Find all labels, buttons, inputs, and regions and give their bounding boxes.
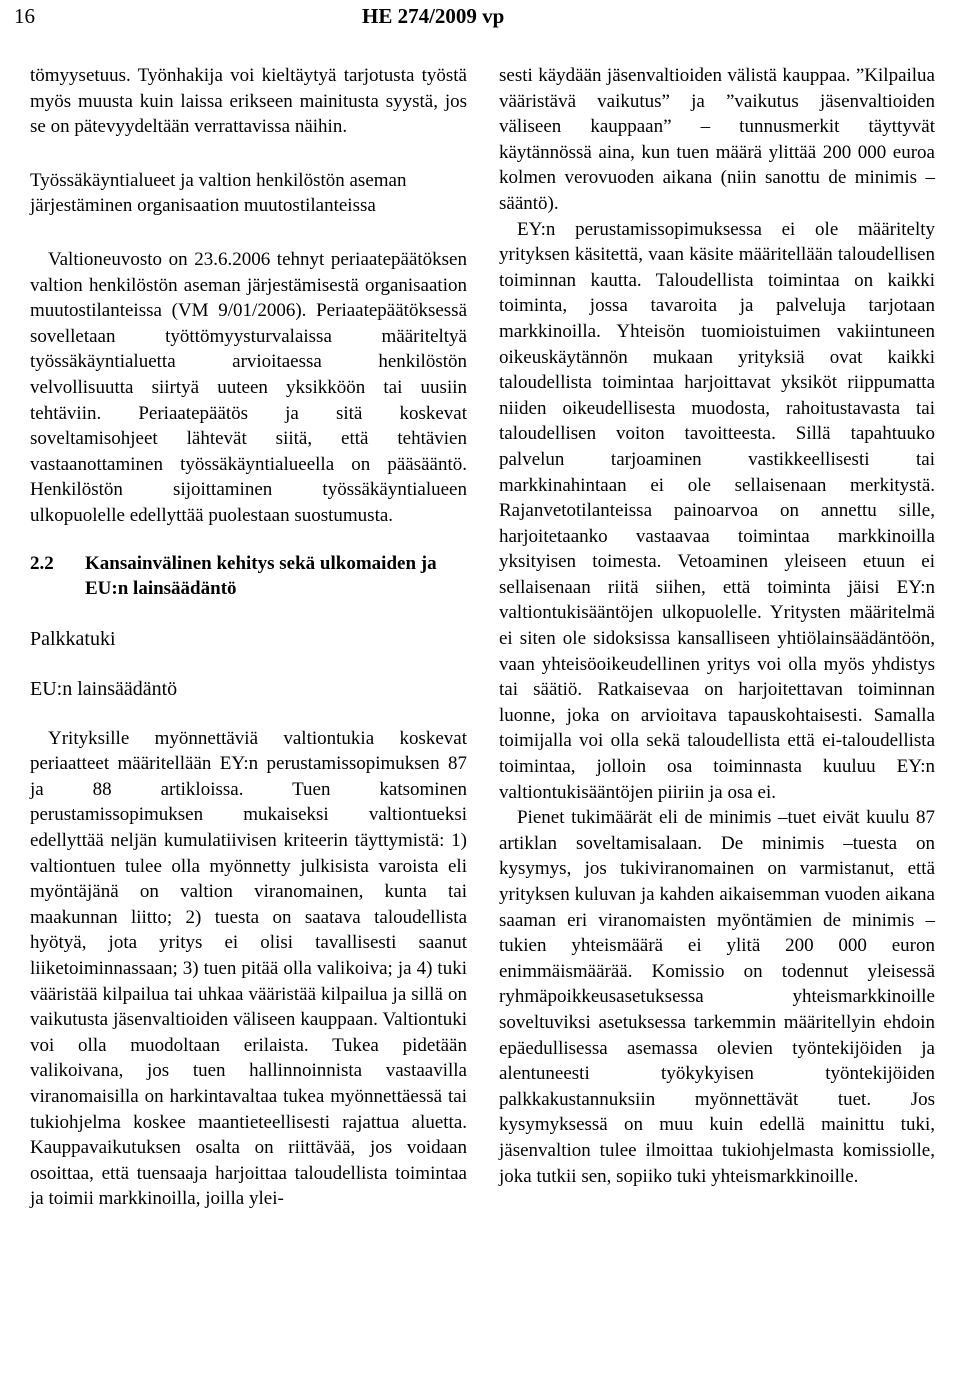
- paragraph: Yrityksille myönnettäviä valtiontukia koskevat periaatteet määritellään EY:n perustamissopimuksen 87 ja 88 artikloissa. Tuen katsominen perustamissopimuksen mukaiseksi valtiontueksi edellyttää neljän kumulatiivisen kriteerin täyttymistä: 1) valtiontuen tulee olla myönnetty julkisista varoista eli myöntäjänä on valtion viranomainen, kunta tai maakunnan liitto; 2) tuesta on saatava taloudellista hyötyä, jota yritys ei olisi tavallisesti saanut liiketoiminnassaan; 3) tuen pitää olla valikoiva; ja 4) tuki vääristää kilpailua tai uhkaa vääristää kilpailua ja sillä on vaikutusta jäsenvaltioiden väliseen kauppaan. Valtiontuki voi olla muodoltaan erilaista. Tukea pidetään valikoivana, jos tuen hallinnoinnista vastaavilla viranomaisilla on harkintavaltaa tukea myönnettäessä tai tukiohjelma koskee maantieteellisesti rajattua aluetta. Kauppavaikutuksen osalta on riittävää, jos voidaan osoittaa, että tuensaaja harjoittaa taloudellista toimintaa ja toimii markkinoilla, joilla ylei-: [30, 727, 467, 1210]
- paragraph: Pienet tukimäärät eli de minimis –tuet eivät kuulu 87 artiklan soveltamisalaan. De minimis –tuesta on kysymys, jos tukiviranomainen on varmistanut, että yrityksen kuluvan ja kahden aikaisemman vuoden aikana saaman eri viranomaisten myöntämien de minimis –tukien yhteismäärä ei ylitä 200 000 euron enimmäismäärää. Komissio on todennut yleisessä ryhmäpoikkeusasetuksessa yhteismarkkinoille soveltuviksi asetuksessa tarkemmin määritellyin ehdoin epäedullisessa asemassa olevien työntekijöiden ja alentuneesti työkykyisen työntekijöiden palkkakustannuksiin myönnettävät tuet. Jos kysymyksessä on muu kuin edellä mainittu tuki, jäsenvaltion tulee ilmoittaa tukiohjelmasta komissiolle, joka tutkii sen, sopiiko tuki yhteismarkkinoille.: [499, 807, 935, 1187]
- page-header: [0, 0, 960, 40]
- spacer: [30, 652, 467, 676]
- section-number: 2.2: [30, 552, 54, 574]
- paragraph: Valtioneuvosto on 23.6.2006 tehnyt periaatepäätöksen valtion henkilöstön aseman järjestämisestä organisaation muutostilanteissa (VM 9/01/2006). Periaatepäätöksessä sovelletaan työttömyysturvalaissa määriteltyä työssäkäyntialuetta arvioitaessa henkilöstön velvollisuutta siirtyä uuteen yksikköön tai uusiin tehtäviin. Periaatepäätös ja sitä koskevat soveltamisohjeet lähtevät siitä, että tehtävien vastaanottaminen työssäkäyntialueella on pääsääntö. Henkilöstön sijoittaminen työssäkäyntialueen ulkopuolelle edellyttää puolestaan suostumusta.: [30, 248, 467, 526]
- spacer: [30, 140, 467, 168]
- right-column: [499, 63, 935, 1189]
- spacer: [30, 529, 467, 551]
- section-title: Kansainvälinen kehitys sekä ulkomaiden ja EU:n lainsäädäntö: [85, 552, 437, 600]
- paragraph: EY:n perustamissopimuksessa ei ole määritelty yrityksen käsitettä, vaan käsite määritellään taloudellisen toiminnan kautta. Taloudellista toimintaa on kaikki toiminta, jossa tavaroita ja palveluja tarjotaan markkinoilla. Yhteisön tuomioistuimen vakiintuneen oikeuskäytännön mukaan yrityksiä ovat kaikki taloudellista toimintaa harjoittavat yksiköt riippumatta niiden oikeudellisesta muodosta, rahoitustavasta tai taloudellisen voiton tavoitteesta. Sillä tapahtuuko palvelun tarjoaminen vastikkeellisesti tai markkinahintaan ei ole sellaisenaan merkitystä. Rajanvetotilanteissa painoarvoa on annettu sille, harjoitetaanko vastaavaa toimintaa markkinoilla yksityisen toimesta. Vetoaminen yleiseen etuun ei sellaisenaan riitä siihen, että toiminta jäisi EY:n valtiontukisääntöjen ulkopuolelle. Yritysten määritelmä ei siten ole sidoksissa kansalliseen yhtiölainsäädäntöön, vaan yhteisöoikeudellinen yritys voi olla myös yhdistys tai säätiö. Ratkaisevaa on harjoitettavan toiminnan luonne, joka on arvioitava tapauskohtaisesti. Samalla toimijalla voi olla sekä taloudellista että ei-taloudellista toimintaa, jolloin osa toiminnasta kuuluu EY:n valtiontukisääntöjen piiriin ja osa ei.: [499, 218, 935, 803]
- paragraph: tömyysetuus. Työnhakija voi kieltäytyä tarjotusta työstä myös muusta kuin laissa erikseen mainitusta syystä, jos se on pätevyydeltään verrattavissa näihin.: [30, 65, 467, 138]
- subheading: EU:n lainsäädäntö: [30, 677, 178, 700]
- spacer: [30, 702, 467, 726]
- page-number: 16: [14, 4, 35, 28]
- paragraph: sesti käydään jäsenvaltioiden välistä kauppaa. ”Kilpailua vääristävä vaikutus” ja ”vaikutus jäsenvaltioiden väliseen kauppaan” – tunnusmerkit täyttyvät käytännössä aina, kun tuen määrä ylittää 200 000 euroa kolmen verovuoden aikana (niin sanottu de minimis – sääntö).: [499, 65, 935, 214]
- spacer: [30, 219, 467, 247]
- subheading: Työssäkäyntialueet ja valtion henkilöstön aseman järjestäminen organisaation muutostilanteissa: [30, 169, 407, 217]
- section-heading: [30, 551, 467, 602]
- subheading: Palkkatuki: [30, 627, 116, 650]
- document-id: HE 274/2009 vp: [362, 4, 505, 28]
- spacer: [30, 602, 467, 626]
- left-column: [30, 63, 467, 1212]
